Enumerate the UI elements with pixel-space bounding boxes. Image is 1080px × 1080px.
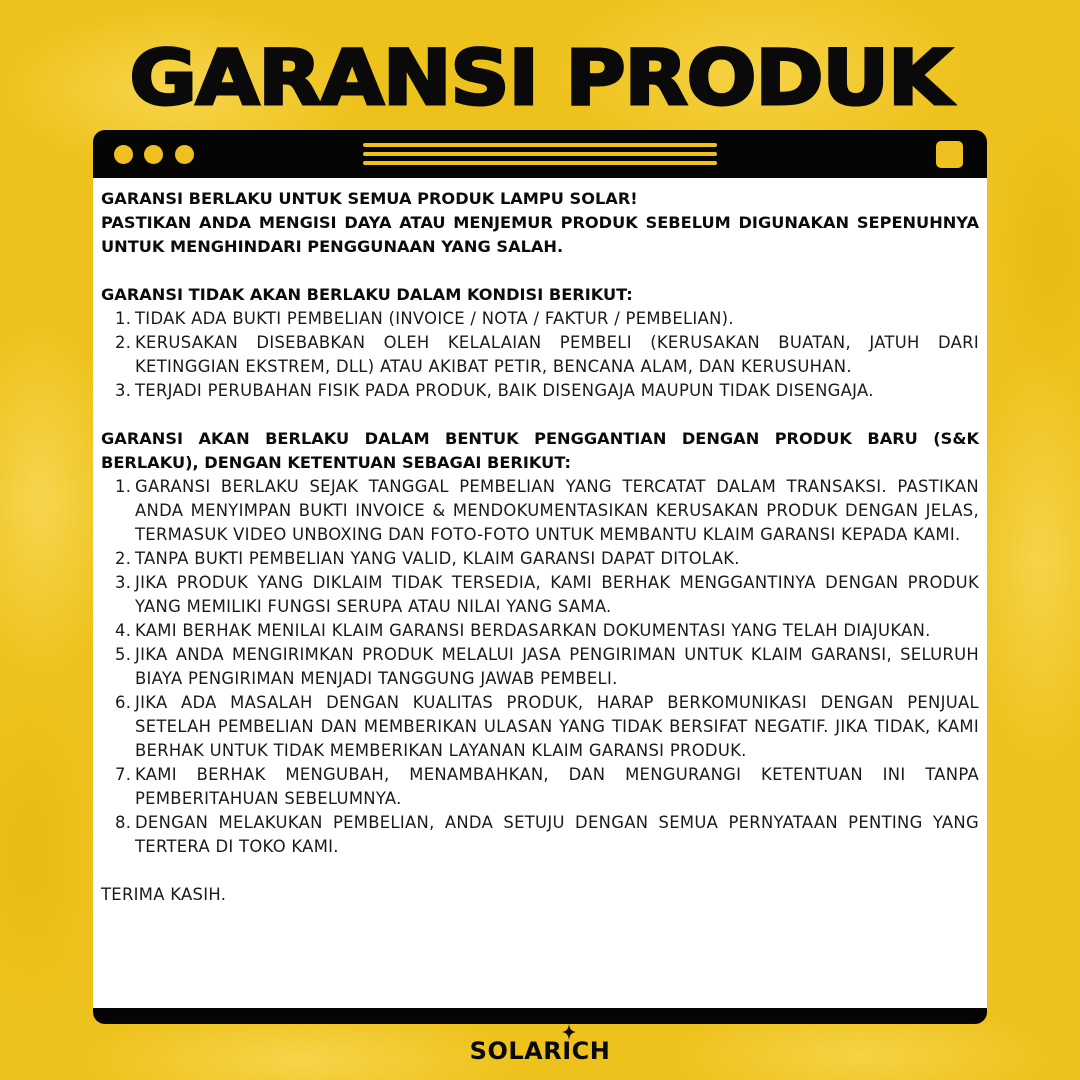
list-item: 2. KERUSAKAN DISEBABKAN OLEH KELALAIAN PEMBELI (KERUSAKAN BUATAN, JATUH DARI KETINGGIAN EKSTREM, DLL) ATAU AKIBAT PETIR, BENCANA ALAM, DAN KERUSUHAN. [115, 333, 979, 376]
list-item: 3. TERJADI PERUBAHAN FISIK PADA PRODUK, BAIK DISENGAJA MAUPUN TIDAK DISENGAJA. [115, 381, 874, 400]
window-dot-icon [175, 145, 194, 164]
maximize-icon [936, 141, 963, 168]
window-titlebar [93, 130, 987, 178]
list-item: 1. GARANSI BERLAKU SEJAK TANGGAL PEMBELIAN YANG TERCATAT DALAM TRANSAKSI. PASTIKAN ANDA MENYIMPAN BUKTI INVOICE & MENDOKUMENTASIKAN KERUSAKAN PRODUK DENGAN JELAS, TERMASUK VIDEO UNBOXING DAN FOTO-FOTO UNTUK MEMBANTU KLAIM GARANSI KEPADA KAMI. [115, 477, 979, 544]
list-item: 2. TANPA BUKTI PEMBELIAN YANG VALID, KLAIM GARANSI DAPAT DITOLAK. [115, 549, 740, 568]
list-item: 7. KAMI BERHAK MENGUBAH, MENAMBAHKAN, DAN MENGURANGI KETENTUAN INI TANPA PEMBERITAHUAN SEBELUMNYA. [115, 765, 979, 808]
closing-text: TERIMA KASIH. [101, 885, 227, 904]
warranty-content [93, 178, 987, 1008]
window-dot-icon [144, 145, 163, 164]
list-item: 8. DENGAN MELAKUKAN PEMBELIAN, ANDA SETUJU DENGAN SEMUA PERNYATAAN PENTING YANG TERTERA DI TOKO KAMI. [115, 813, 979, 856]
browser-window [93, 130, 987, 1024]
terms-list [101, 475, 979, 859]
page-title: GARANSI PRODUK [129, 33, 951, 122]
list-item: 1. TIDAK ADA BUKTI PEMBELIAN (INVOICE / NOTA / FAKTUR / PEMBELIAN). [115, 309, 734, 328]
brand-name: SOLARICH [469, 1037, 611, 1065]
exclusions-heading: GARANSI TIDAK AKAN BERLAKU DALAM KONDISI BERIKUT: [101, 285, 633, 304]
brand-logo [0, 1037, 1080, 1065]
list-item: 3. JIKA PRODUK YANG DIKLAIM TIDAK TERSEDIA, KAMI BERHAK MENGGANTINYA DENGAN PRODUK YANG MEMILIKI FUNGSI SERUPA ATAU NILAI YANG SAMA. [115, 573, 979, 616]
list-item: 6. JIKA ADA MASALAH DENGAN KUALITAS PRODUK, HARAP BERKOMUNIKASI DENGAN PENJUAL SETELAH PEMBELIAN DAN MEMBERIKAN ULASAN YANG TIDAK BERSIFAT NEGATIF. JIKA TIDAK, KAMI BERHAK UNTUK TIDAK MEMBERIKAN LAYANAN KLAIM GARANSI PRODUK. [115, 693, 979, 760]
list-item: 4. KAMI BERHAK MENILAI KLAIM GARANSI BERDASARKAN DOKUMENTASI YANG TELAH DIAJUKAN. [115, 621, 931, 640]
terms-heading: GARANSI AKAN BERLAKU DALAM BENTUK PENGGANTIAN DENGAN PRODUK BARU (S&K BERLAKU), DENGAN KETENTUAN SEBAGAI BERIKUT: [101, 429, 979, 472]
window-dot-icon [114, 145, 133, 164]
intro-line-1: GARANSI BERLAKU UNTUK SEMUA PRODUK LAMPU SOLAR! [101, 189, 638, 208]
intro-line-2: PASTIKAN ANDA MENGISI DAYA ATAU MENJEMUR PRODUK SEBELUM DIGUNAKAN SEPENUHNYA UNTUK MENGHINDARI PENGGUNAAN YANG SALAH. [101, 213, 979, 256]
exclusions-list [101, 307, 979, 403]
list-item: 5. JIKA ANDA MENGIRIMKAN PRODUK MELALUI JASA PENGIRIMAN UNTUK KLAIM GARANSI, SELURUH BIAYA PENGIRIMAN MENJADI TANGGUNG JAWAB PEMBELI. [115, 645, 979, 688]
hamburger-icon [363, 143, 717, 170]
